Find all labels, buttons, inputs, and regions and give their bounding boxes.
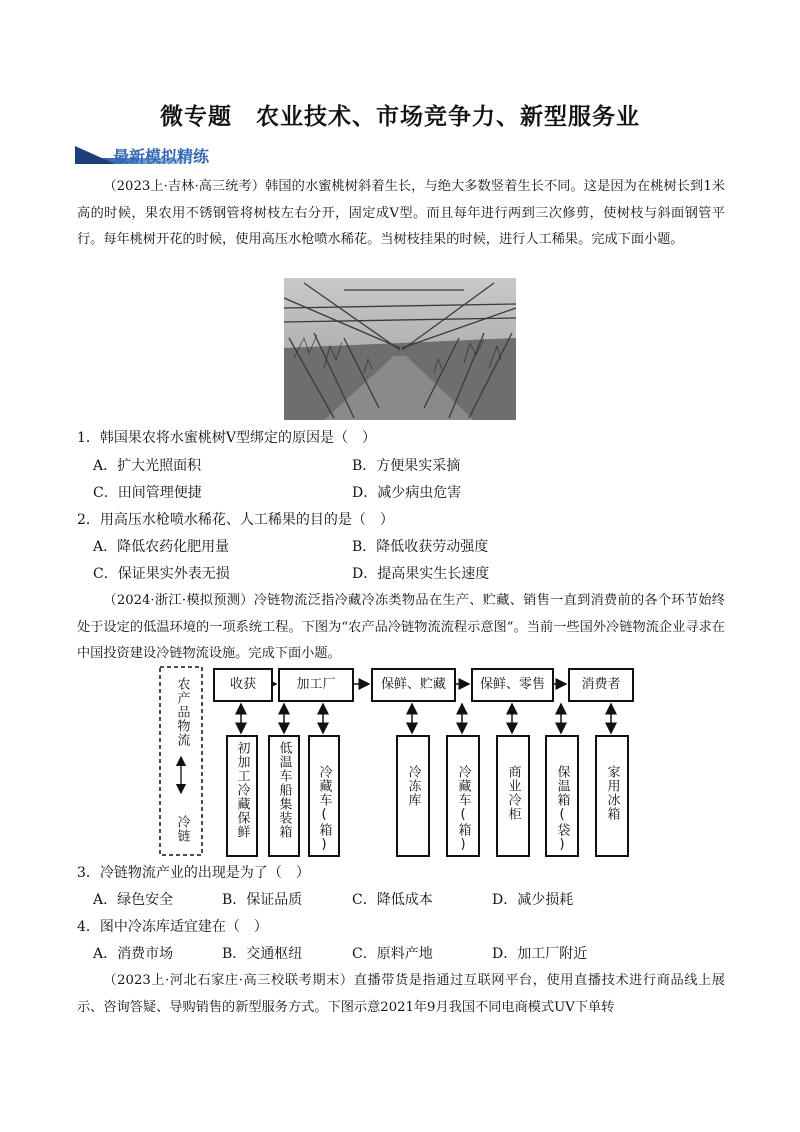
diagram-side-label-bottom: 冷链 (174, 815, 190, 843)
question-1-option-a[interactable]: A．扩大光照面积 (93, 458, 202, 474)
question-3-stem: 3．冷链物流产业的出现是为了（ ） (77, 865, 310, 881)
facility-refrigerated-container: 低温车船集装箱 (268, 735, 300, 857)
question-3-option-a[interactable]: A．绿色安全 (93, 892, 174, 908)
facility-refrigerated-truck-1: 冷藏车(箱) (308, 735, 340, 857)
question-2-option-c[interactable]: C．保证果实外表无损 (93, 566, 230, 582)
facility-initial-cold-storage: 初加工冷藏保鲜 (226, 735, 258, 857)
question-4-stem: 4．图中冷冻库适宜建在（ ） (77, 919, 268, 935)
page-title: 微专题 农业技术、市场竞争力、新型服务业 (160, 104, 640, 130)
question-3-option-d[interactable]: D．减少损耗 (492, 892, 574, 908)
question-3-option-b[interactable]: B．保证品质 (222, 892, 303, 908)
question-1-stem: 1．韩国果农将水蜜桃树V型绑定的原因是（ ） (77, 430, 377, 446)
question-4-option-a[interactable]: A．消费市场 (93, 946, 174, 962)
question-1-option-d[interactable]: D．减少病虫危害 (352, 485, 462, 501)
stage-storage: 保鲜、贮藏 (371, 668, 456, 702)
stage-consumer: 消费者 (568, 668, 634, 702)
orchard-image (284, 278, 516, 420)
question-4-option-b[interactable]: B．交通枢纽 (222, 946, 303, 962)
section-header-marker (75, 146, 115, 164)
facility-insulated-box: 保温箱(袋) (545, 735, 579, 857)
question-4-option-d[interactable]: D．加工厂附近 (492, 946, 588, 962)
facility-home-fridge: 家用冰箱 (595, 735, 629, 857)
question-2-stem: 2．用高压水枪喷水稀花、人工稀果的目的是（ ） (77, 512, 394, 528)
facility-freezer-warehouse: 冷冻库 (396, 735, 430, 857)
stage-harvest: 收获 (213, 668, 273, 702)
section-header (75, 144, 235, 166)
question-2-option-b[interactable]: B．降低收获劳动强度 (352, 539, 489, 555)
diagram-side-label-top: 农产品物流 (174, 677, 190, 747)
stage-retail: 保鲜、零售 (471, 668, 554, 702)
stage-processing-plant: 加工厂 (278, 668, 354, 702)
section-header-label: 最新模拟精练 (113, 147, 210, 166)
question-1-option-c[interactable]: C．田间管理便捷 (93, 485, 202, 501)
cold-chain-diagram (158, 665, 638, 860)
question-2-option-a[interactable]: A．降低农药化肥用量 (93, 539, 230, 555)
facility-commercial-freezer: 商业冷柜 (496, 735, 530, 857)
passage-3: （2023上·河北石家庄·高三校联考期末）直播带货是指通过互联网平台，使用直播技术进行商品线上展示、咨询答疑、导购销售的新型服务方式。下图示意2021年9月我国不同电商模式UV下单转 (77, 973, 725, 1015)
question-2-option-d[interactable]: D．提高果实生长速度 (352, 566, 490, 582)
passage-2: （2024·浙江·模拟预测）冷链物流泛指冷藏冷冻类物品在生产、贮藏、销售一直到消费前的各个环节始终处于设定的低温环境的一项系统工程。下图为“农产品冷链物流流程示意图”。当前一些国外冷链物流企业寻求在中国投资建设冷链物流设施。完成下面小题。 (77, 593, 725, 662)
passage-1: （2023上·吉林·高三统考）韩国的水蜜桃树斜着生长，与绝大多数竖着生长不同。这是因为在桃树长到1米高的时候，果农用不锈钢管将树枝左右分开，固定成V型。而且每年进行两到三次修剪，使树枝与斜面钢管平行。每年桃树开花的时候，使用高压水枪喷水稀花。当树枝挂果的时候，进行人工稀果。完成下面小题。 (77, 179, 725, 248)
question-4-option-c[interactable]: C．原料产地 (352, 946, 433, 962)
facility-refrigerated-truck-2: 冷藏车(箱) (446, 735, 480, 857)
peach-orchard-photo (284, 278, 516, 420)
question-3-option-c[interactable]: C．降低成本 (352, 892, 433, 908)
question-1-option-b[interactable]: B．方便果实采摘 (352, 458, 461, 474)
